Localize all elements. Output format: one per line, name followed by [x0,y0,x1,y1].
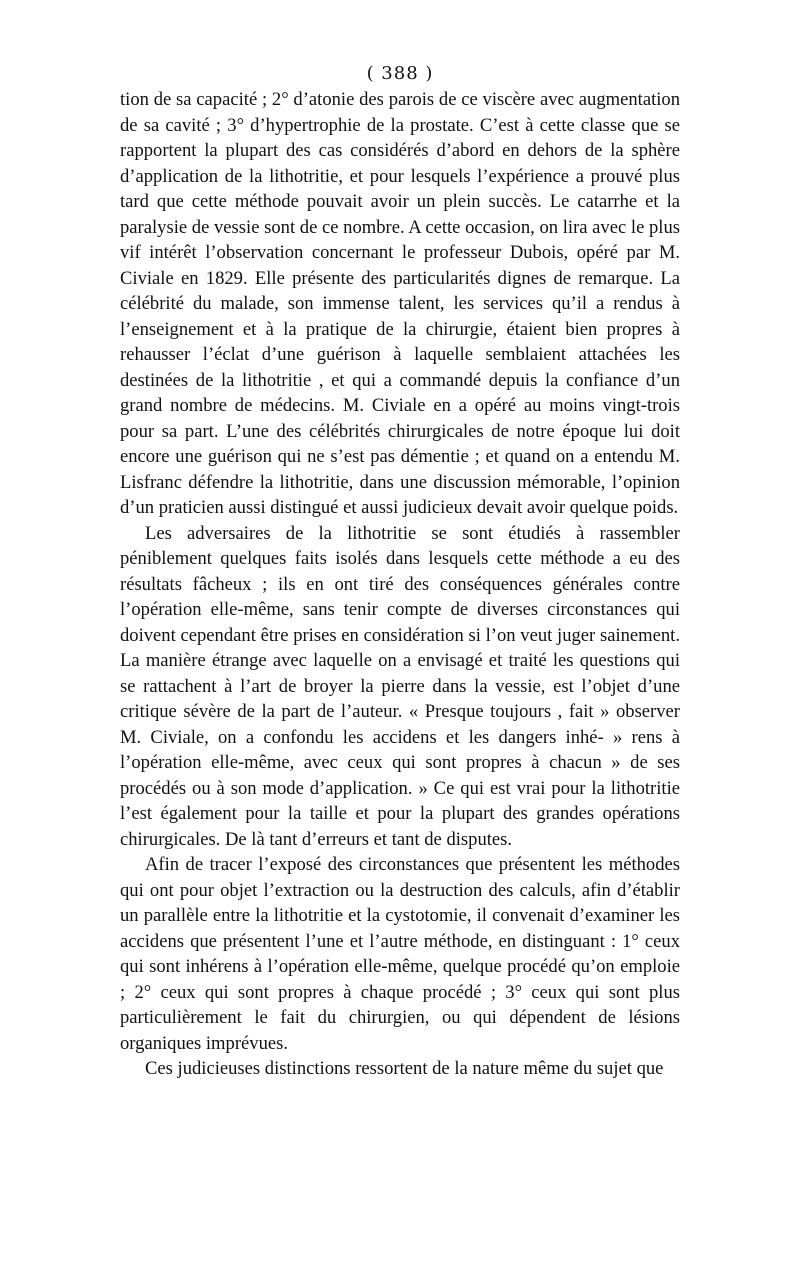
body-text [120,87,680,1082]
paragraph-continuation: tion de sa capacité ; 2° d’atonie des parois de ce viscère avec augmentation de sa cavité ; 3° d’hypertrophie de la prostate. C’est à cette classe que se rapportent la plupart des cas considérés d’abord en dehors de la sphère d’application de la lithotritie, et pour lesquels l’expérience a prouvé plus tard que cette méthode pouvait avoir un plein succès. Le catarrhe et la paralysie de vessie sont de ce nombre. A cette occasion, on lira avec le plus vif intérêt l’observation concernant le professeur Dubois, opéré par M. Civiale en 1829. Elle présente des particularités dignes de remarque. La célébrité du malade, son immense talent, les services qu’il a rendus à l’enseignement et à la pratique de la chirurgie, étaient bien propres à rehausser l’éclat d’une guérison à laquelle semblaient attachées les destinées de la lithotritie , et qui a commandé depuis la confiance d’un grand nombre de médecins. M. Civiale en a opéré au moins vingt-trois pour sa part. L’une des célébrités chirurgicales de notre époque lui doit encore une guérison qui ne s’est pas démentie ; et quand on a entendu M. Lisfranc défendre la lithotritie, dans une discussion mémorable, l’opinion d’un praticien aussi distingué et aussi judicieux devait avoir quelque poids. [120,89,680,518]
paragraph: Afin de tracer l’exposé des circonstances que présentent les méthodes qui ont pour objet l’extraction ou la destruction des calculs, afin d’établir un parallèle entre la lithotritie et la cystotomie, il convenait d’examiner les accidens que présentent l’une et l’autre méthode, en distinguant : 1° ceux qui sont inhérens à l’opération elle-même, quelque procédé qu’on emploie ; 2° ceux qui sont propres à chaque procédé ; 3° ceux qui sont plus particulièrement le fait du chirurgien, ou qui dépendent de lésions organiques imprévues. [120,854,680,1054]
page-number: ( 388 ) [366,63,434,84]
paragraph: Les adversaires de la lithotritie se sont étudiés à rassembler péniblement quelques faits isolés dans lesquels cette méthode a eu des résultats fâcheux ; ils en ont tiré des conséquences générales contre l’opération elle-même, sans tenir compte de diverses circonstances qui doivent cependant être prises en considération si l’on veut juger sainement. La manière étrange avec laquelle on a envisagé et traité les questions qui se rattachent à l’art de broyer la pierre dans la vessie, est l’objet d’une critique sévère de la part de l’auteur. « Presque toujours , fait » observer M. Civiale, on a confondu les accidens et les dangers inhé- » rens à l’opération elle-même, avec ceux qui sont propres à chacun » de ses procédés ou à son mode d’application. » Ce qui est vrai pour la lithotritie l’est également pour la taille et pour la plupart des grandes opérations chirurgicales. De là tant d’erreurs et tant de disputes. [120,522,680,850]
paragraph: Ces judicieuses distinctions ressortent de la nature même du sujet que [145,1058,664,1079]
